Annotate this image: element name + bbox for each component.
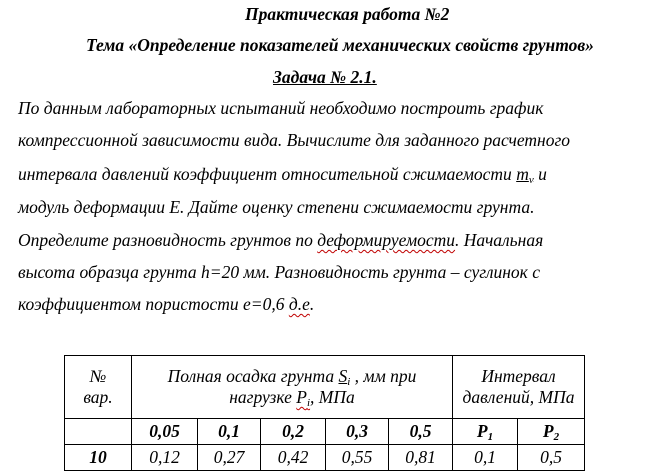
p2-header: $P_2$ <box>518 419 585 445</box>
topic-heading: Тема «Определение показателей механических свойств грунтов» <box>86 35 594 55</box>
pressure-cell: 0,1 <box>198 419 261 445</box>
page-title: Практическая работа №2 <box>245 4 450 24</box>
value-cell: 0,12 <box>132 445 198 471</box>
symbol-mv: $m_v$ <box>516 164 534 186</box>
value-cell: 0,55 <box>326 445 389 471</box>
value-cell: 0,42 <box>261 445 326 471</box>
pressure-cell: 0,05 <box>132 419 198 445</box>
body-line-5: Определите разновидность грунтов по деформируемости. Начальная <box>18 230 544 250</box>
body-line-1: По данным лабораторных испытаний необходимо построить график <box>18 98 544 118</box>
pressure-cell: 0,2 <box>261 419 326 445</box>
task-heading: Задача № 2.1. <box>273 67 377 87</box>
header-interval: Интервал давлений, МПа <box>453 356 585 419</box>
p1-header: $P_1$ <box>453 419 518 445</box>
body-line-7: коэффициентом пористости е=0,6 д.е. <box>18 294 315 314</box>
body-line-6: высота образца грунта h=20 мм. Разновидность грунта – суглинок с <box>18 262 540 282</box>
p2-value-cell: 0,5 <box>518 445 585 471</box>
pressure-cell: 0,5 <box>389 419 453 445</box>
value-cell: 0,27 <box>198 445 261 471</box>
symbol-si: $S_i$ <box>338 366 351 388</box>
pressure-cell: 0,3 <box>326 419 389 445</box>
variant-cell: 10 <box>65 445 132 471</box>
body-line-4: модуль деформации Е. Дайте оценку степени сжимаемости грунта. <box>18 197 535 217</box>
spellcheck-word-de: д.е <box>288 294 310 314</box>
header-settlement: Полная осадка грунта $S_i$ , мм при нагрузке $P_i$, МПа <box>132 356 453 419</box>
empty-cell <box>65 419 132 445</box>
data-table <box>64 355 585 471</box>
spellcheck-word-deformiruemosti: деформируемости <box>317 230 456 250</box>
body-line-2: компрессионной зависимости вида. Вычислите для заданного расчетного <box>18 130 571 150</box>
body-line-3: интервала давлений коэффициент относительной сжимаемости $m_v$ и <box>18 164 547 186</box>
value-cell: 0,81 <box>389 445 453 471</box>
symbol-pi: $P_i$ <box>296 387 311 409</box>
header-variant: № вар. <box>65 356 132 419</box>
p1-value-cell: 0,1 <box>453 445 518 471</box>
